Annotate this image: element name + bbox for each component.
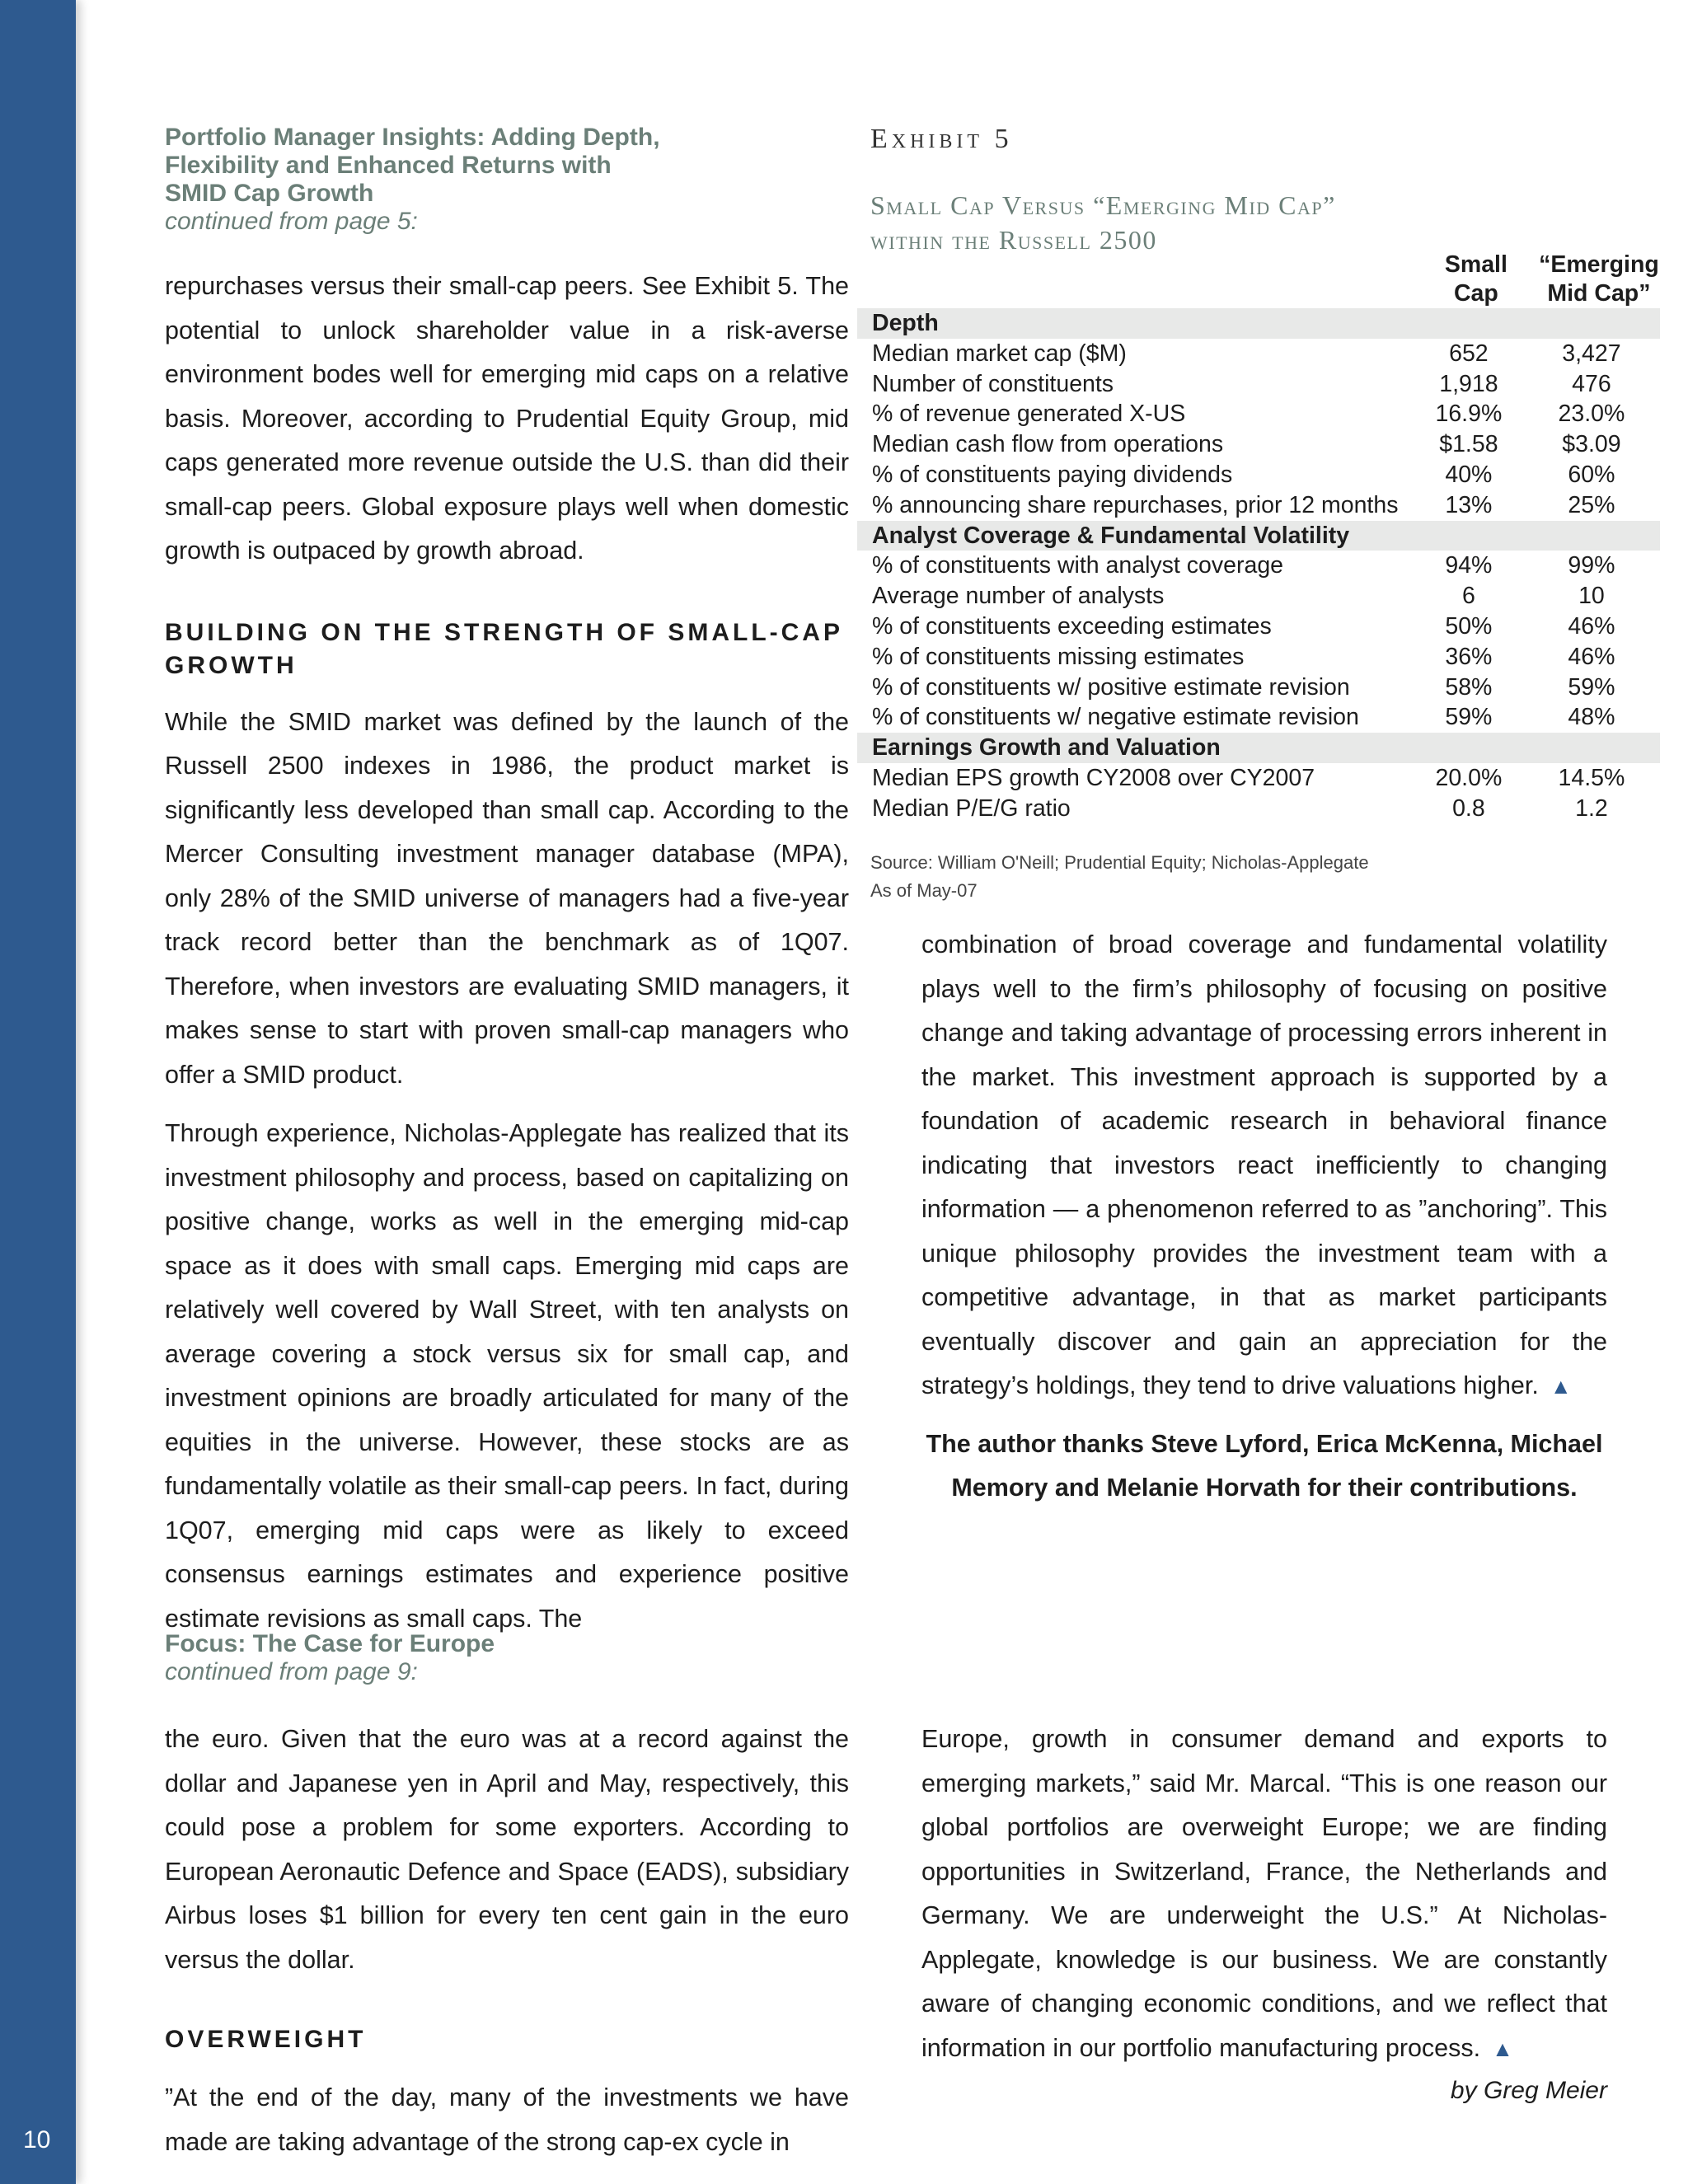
body-paragraph: While the SMID market was defined by the launch of the Russell 2500 indexes in 1986, the product market is significantly less developed than small cap. According to the Mercer Consulting investment manager database (MPA), only 28% of the SMID universe of managers had a five-year track record better than the benchmark as of 1Q07. Therefore, when investors are evaluating SMID managers, it makes sense to start with proven small-cap managers who offer a SMID product.: [165, 707, 849, 1089]
source-line: Source: William O'Neill; Prudential Equity; Nicholas-Applegate: [870, 852, 1369, 873]
acknowledgement: The author thanks Steve Lyford, Erica McKenna, Michael Memory and Melanie Horvath for their contributions.: [926, 1430, 1603, 1502]
body-paragraph: the euro. Given that the euro was at a record against the dollar and Japanese yen in April and May, respectively, this could pose a problem for some exporters. According to European Aeronautic Defence and Space (EADS), subsidiary Airbus loses $1 billion for every ten cent gain in the euro versus the dollar.: [165, 1725, 849, 1974]
table-header-row: [857, 251, 1660, 308]
table-row: [857, 794, 1660, 824]
small-cap-value: $1.58: [1439, 431, 1498, 458]
table-row: [857, 399, 1660, 429]
small-cap-value: 6: [1461, 583, 1475, 610]
table-group-row: [857, 308, 1660, 339]
section-heading: OVERWEIGHT: [165, 2026, 367, 2053]
column-header-small-cap: Small Cap: [1444, 251, 1507, 307]
small-cap-value: 652: [1449, 340, 1489, 367]
article1-continued-header: [165, 124, 849, 236]
article1-right-column: [921, 923, 1607, 1409]
small-cap-value: 58%: [1445, 673, 1493, 701]
page-number: 10: [23, 2126, 51, 2154]
row-label: % of constituents missing estimates: [872, 643, 1245, 670]
small-cap-value: 59%: [1445, 704, 1493, 731]
continued-title-line: Portfolio Manager Insights: Adding Depth,: [165, 124, 660, 151]
section-heading-line: BUILDING ON THE STRENGTH OF SMALL-CAP: [165, 618, 843, 646]
table-row: [857, 551, 1660, 581]
small-cap-value: 0.8: [1452, 794, 1485, 822]
table-group-row: [857, 521, 1660, 551]
mid-cap-value: 46%: [1568, 643, 1615, 670]
article2-left-column: [165, 1718, 849, 2164]
mid-cap-value: 10: [1578, 583, 1605, 610]
small-cap-value: 36%: [1445, 643, 1493, 670]
continued-title: Focus: The Case for Europe: [165, 1630, 495, 1657]
table-row: [857, 339, 1660, 369]
small-cap-value: 94%: [1445, 552, 1493, 579]
small-cap-value: 20.0%: [1435, 764, 1503, 791]
mid-cap-value: 59%: [1568, 673, 1615, 701]
row-label: Median P/E/G ratio: [872, 794, 1071, 822]
exhibit-title-line: Small Cap Versus “Emerging Mid Cap”: [870, 190, 1336, 220]
table-row: [857, 490, 1660, 521]
table-row: [857, 581, 1660, 612]
row-label: % of constituents exceeding estimates: [872, 612, 1272, 640]
mid-cap-value: 14.5%: [1558, 764, 1625, 791]
end-of-article-triangle-icon: ▲: [1492, 2036, 1513, 2061]
table-row: [857, 612, 1660, 642]
row-label: % announcing share repurchases, prior 12 months: [872, 491, 1399, 518]
continued-title-line: Flexibility and Enhanced Returns with: [165, 152, 612, 179]
exhibit-source: [870, 849, 1369, 905]
body-paragraph: ”At the end of the day, many of the investments we have made are taking advantage of the strong cap-ex cycle in: [165, 2083, 849, 2156]
group-label: Analyst Coverage & Fundamental Volatility: [857, 521, 1660, 551]
continued-from-page: continued from page 9:: [165, 1658, 418, 1685]
table-row: [857, 460, 1660, 490]
mid-cap-value: 99%: [1568, 552, 1615, 579]
body-paragraph: Through experience, Nicholas-Applegate has realized that its investment philosophy and process, based on capitalizing on positive change, works as well in the emerging mid-cap space as it does with small caps. Emerging mid caps are relatively well covered by Wall Street, with ten analysts on average covering a stock versus six for small cap, and investment opinions are broadly articulated for many of the equities in the universe. However, these stocks are as fundamentally volatile as their small-cap peers. In fact, during 1Q07, emerging mid caps were as likely to exceed consensus earnings estimates and experience positive estimate revisions as small caps. The: [165, 1119, 849, 1633]
body-paragraph: Europe, growth in consumer demand and exports to emerging markets,” said Mr. Marcal. “This is one reason our global portfolios are overweight Europe; we are finding opportunities in Switzerland, France, the Netherlands and Germany. We are underweight the U.S.” At Nicholas-Applegate, knowledge is our business. We are constantly aware of changing economic conditions, and we reflect that information in our portfolio manufacturing process. ▲: [921, 1725, 1607, 2062]
end-of-article-triangle-icon: ▲: [1550, 1374, 1572, 1399]
mid-cap-value: $3.09: [1562, 431, 1621, 458]
article1-left-column: [165, 265, 849, 1641]
table-group-row: [857, 733, 1660, 763]
row-label: % of constituents paying dividends: [872, 461, 1233, 488]
mid-cap-value: 476: [1572, 370, 1611, 397]
row-label: Median EPS growth CY2008 over CY2007: [872, 764, 1315, 791]
row-label: Median cash flow from operations: [872, 431, 1224, 458]
table-row: [857, 642, 1660, 673]
exhibit-title-line: within the Russell 2500: [870, 225, 1157, 255]
table-row: [857, 429, 1660, 460]
small-cap-value: 1,918: [1439, 370, 1498, 397]
row-label: % of constituents with analyst coverage: [872, 552, 1284, 579]
continued-title-line: SMID Cap Growth: [165, 180, 374, 207]
column-header-emerging-mid-cap: “Emerging Mid Cap”: [1539, 251, 1659, 307]
mid-cap-value: 23.0%: [1558, 401, 1625, 428]
group-label: Depth: [857, 308, 1660, 339]
exhibit-table: [857, 251, 1660, 824]
group-label: Earnings Growth and Valuation: [857, 733, 1660, 763]
row-label: % of constituents w/ positive estimate revision: [872, 673, 1350, 701]
row-label: Median market cap ($M): [872, 340, 1127, 367]
small-cap-value: 13%: [1445, 491, 1493, 518]
table-row: [857, 763, 1660, 794]
mid-cap-value: 1.2: [1575, 794, 1608, 822]
table-row: [857, 369, 1660, 400]
mid-cap-value: 25%: [1568, 491, 1615, 518]
row-label: Average number of analysts: [872, 583, 1165, 610]
section-heading: [165, 616, 849, 682]
mid-cap-value: 48%: [1568, 704, 1615, 731]
row-label: % of constituents w/ negative estimate revision: [872, 704, 1359, 731]
exhibit-label: Exhibit 5: [870, 124, 1013, 154]
source-line: As of May-07: [870, 880, 978, 901]
article2-continued-header: [165, 1630, 849, 1686]
exhibit-title: [870, 188, 1513, 257]
author-byline: by Greg Meier: [1450, 2077, 1607, 2104]
row-label: % of revenue generated X-US: [872, 401, 1186, 428]
mid-cap-value: 46%: [1568, 612, 1615, 640]
body-paragraph: combination of broad coverage and fundamental volatility plays well to the firm’s philosophy of focusing on positive change and taking advantage of processing errors inherent in the market. This investment approach is supported by a foundation of academic research in behavioral finance indicating that investors react inefficiently to changing information — a phenomenon referred to as ”anchoring”. This unique philosophy provides the investment team with a competitive advantage, in that as market participants eventually discover and gain an appreciation for the strategy’s holdings, they tend to drive valuations higher. ▲: [921, 930, 1607, 1399]
continued-from-page: continued from page 5:: [165, 208, 418, 235]
table-row: [857, 702, 1660, 733]
row-label: Number of constituents: [872, 370, 1114, 397]
page-sidebar: [0, 0, 76, 2184]
body-paragraph: repurchases versus their small-cap peers. See Exhibit 5. The potential to unlock shareholder value in a risk-averse environment bodes well for emerging mid caps on a relative basis. Moreover, according to Prudential Equity Group, mid caps generated more revenue outside the U.S. than did their small-cap peers. Global exposure plays well when domestic growth is outpaced by growth abroad.: [165, 272, 849, 565]
article2-right-column: [921, 1718, 1607, 2071]
small-cap-value: 16.9%: [1435, 401, 1503, 428]
mid-cap-value: 3,427: [1562, 340, 1621, 367]
table-row: [857, 673, 1660, 703]
small-cap-value: 40%: [1445, 461, 1493, 488]
small-cap-value: 50%: [1445, 612, 1493, 640]
section-heading-line: GROWTH: [165, 651, 298, 679]
mid-cap-value: 60%: [1568, 461, 1615, 488]
